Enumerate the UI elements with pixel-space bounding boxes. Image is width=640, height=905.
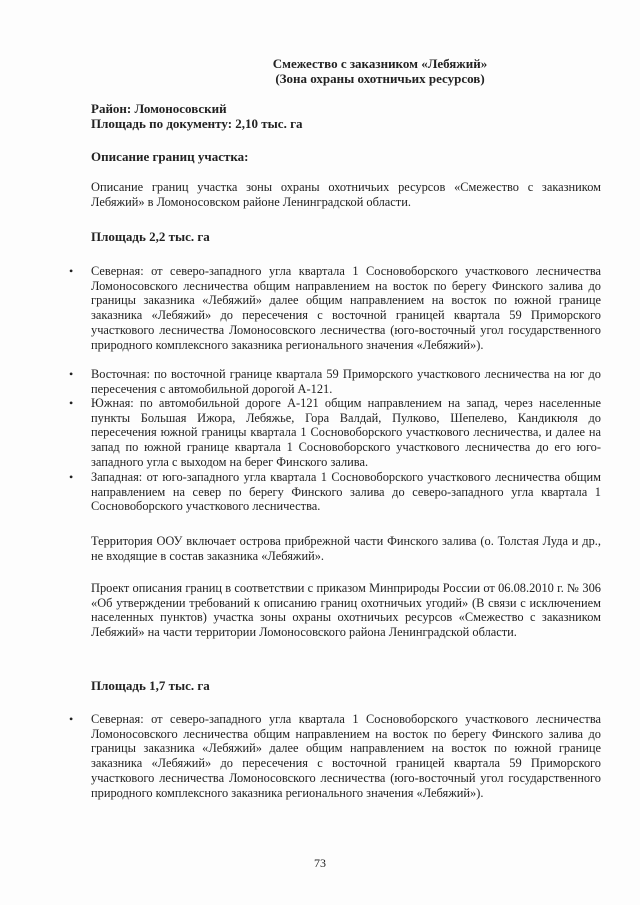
list-item-text: Южная: по автомобильной дороге А-121 общим направлением на запад, через населенные пункты Большая Ижора, Лебяжье, Гора Валдай, Пулково, Шепелево, Кандикюля до пересечения южной границы квартала 1 Сосновоборского участкового лесничества, и далее на запад по южной границе квартала 1 Сосновоборского участкового лесничества до его юго-западного угла с выходом на берег Финского залива. bbox=[91, 396, 601, 469]
list-item-text: Западная: от юго-западного угла квартала 1 Сосновоборского участкового лесничества общим направлением на север по берегу Финского залива до северо-западного угла квартала 1 Сосновоборского участкового лесничества. bbox=[91, 470, 601, 514]
list-item-text: Восточная: по восточной границе квартала 59 Приморского участкового лесничества на юг до пересечения с автомобильной дорогой А-121. bbox=[91, 367, 601, 396]
section2-heading: Площадь 1,7 тыс. га bbox=[91, 678, 210, 693]
bullet-icon: • bbox=[69, 264, 74, 278]
boundary-heading: Описание границ участка: bbox=[91, 149, 249, 164]
section1-heading: Площадь 2,2 тыс. га bbox=[91, 229, 210, 244]
list-item-text: Северная: от северо-западного угла квартала 1 Сосновоборского участкового лесничества Ломоносовского лесничества общим направлением на восток по берегу Финского залива до границы заказника «Лебяжий» далее общим направлением на восток по южной границе заказника «Лебяжий» до пересечения с восточной границей квартала 59 Приморского участкового лесничества Ломоносовского лесничества (юго-восточный угол государственного природного комплексного заказника регионального значения «Лебяжий»). bbox=[91, 264, 601, 352]
document-title: Смежество с заказником «Лебяжий» bbox=[272, 56, 488, 71]
bullet-icon: • bbox=[69, 712, 74, 726]
territory-note: Территория ООУ включает острова прибрежной части Финского залива (о. Толстая Луда и др., не входящие в состав заказника «Лебяжий». bbox=[91, 534, 601, 563]
list-item bbox=[69, 264, 601, 352]
area-by-document: Площадь по документу: 2,10 тыс. га bbox=[91, 116, 303, 131]
project-note: Проект описания границ в соответствии с приказом Минприроды России от 06.08.2010 г. № 306 «Об утверждении требований к описанию границ охотничьих угодий» (В связи с исключением населенных пунктов) участка зоны охраны охотничьих ресурсов «Смежество с заказником Лебяжий» на части территории Ломоносовского района Ленинградской области. bbox=[91, 581, 601, 640]
bullet-icon: • bbox=[69, 470, 74, 484]
list-item-text: Северная: от северо-западного угла квартала 1 Сосновоборского участкового лесничества Ломоносовского лесничества общим направлением на восток по берегу Финского залива до границы заказника «Лебяжий» далее общим направлением на восток по южной границе заказника «Лебяжий» до пересечения с восточной границей квартала 59 Приморского участкового лесничества Ломоносовского лесничества (юго-восточный угол государственного природного комплексного заказника регионального значения «Лебяжий»). bbox=[91, 712, 601, 800]
bullet-icon: • bbox=[69, 396, 74, 410]
list-item bbox=[69, 712, 601, 800]
document-subtitle: (Зона охраны охотничьих ресурсов) bbox=[275, 71, 485, 86]
list-item bbox=[69, 470, 601, 514]
list-item bbox=[69, 396, 601, 470]
list-item bbox=[69, 367, 601, 396]
district-label: Район: Ломоносовский bbox=[91, 101, 227, 116]
bullet-icon: • bbox=[69, 367, 74, 381]
intro-paragraph: Описание границ участка зоны охраны охотничьих ресурсов «Смежество с заказником Лебяжий» в Ломоносовском районе Ленинградской области. bbox=[91, 180, 601, 209]
page-number: 73 bbox=[314, 856, 326, 870]
